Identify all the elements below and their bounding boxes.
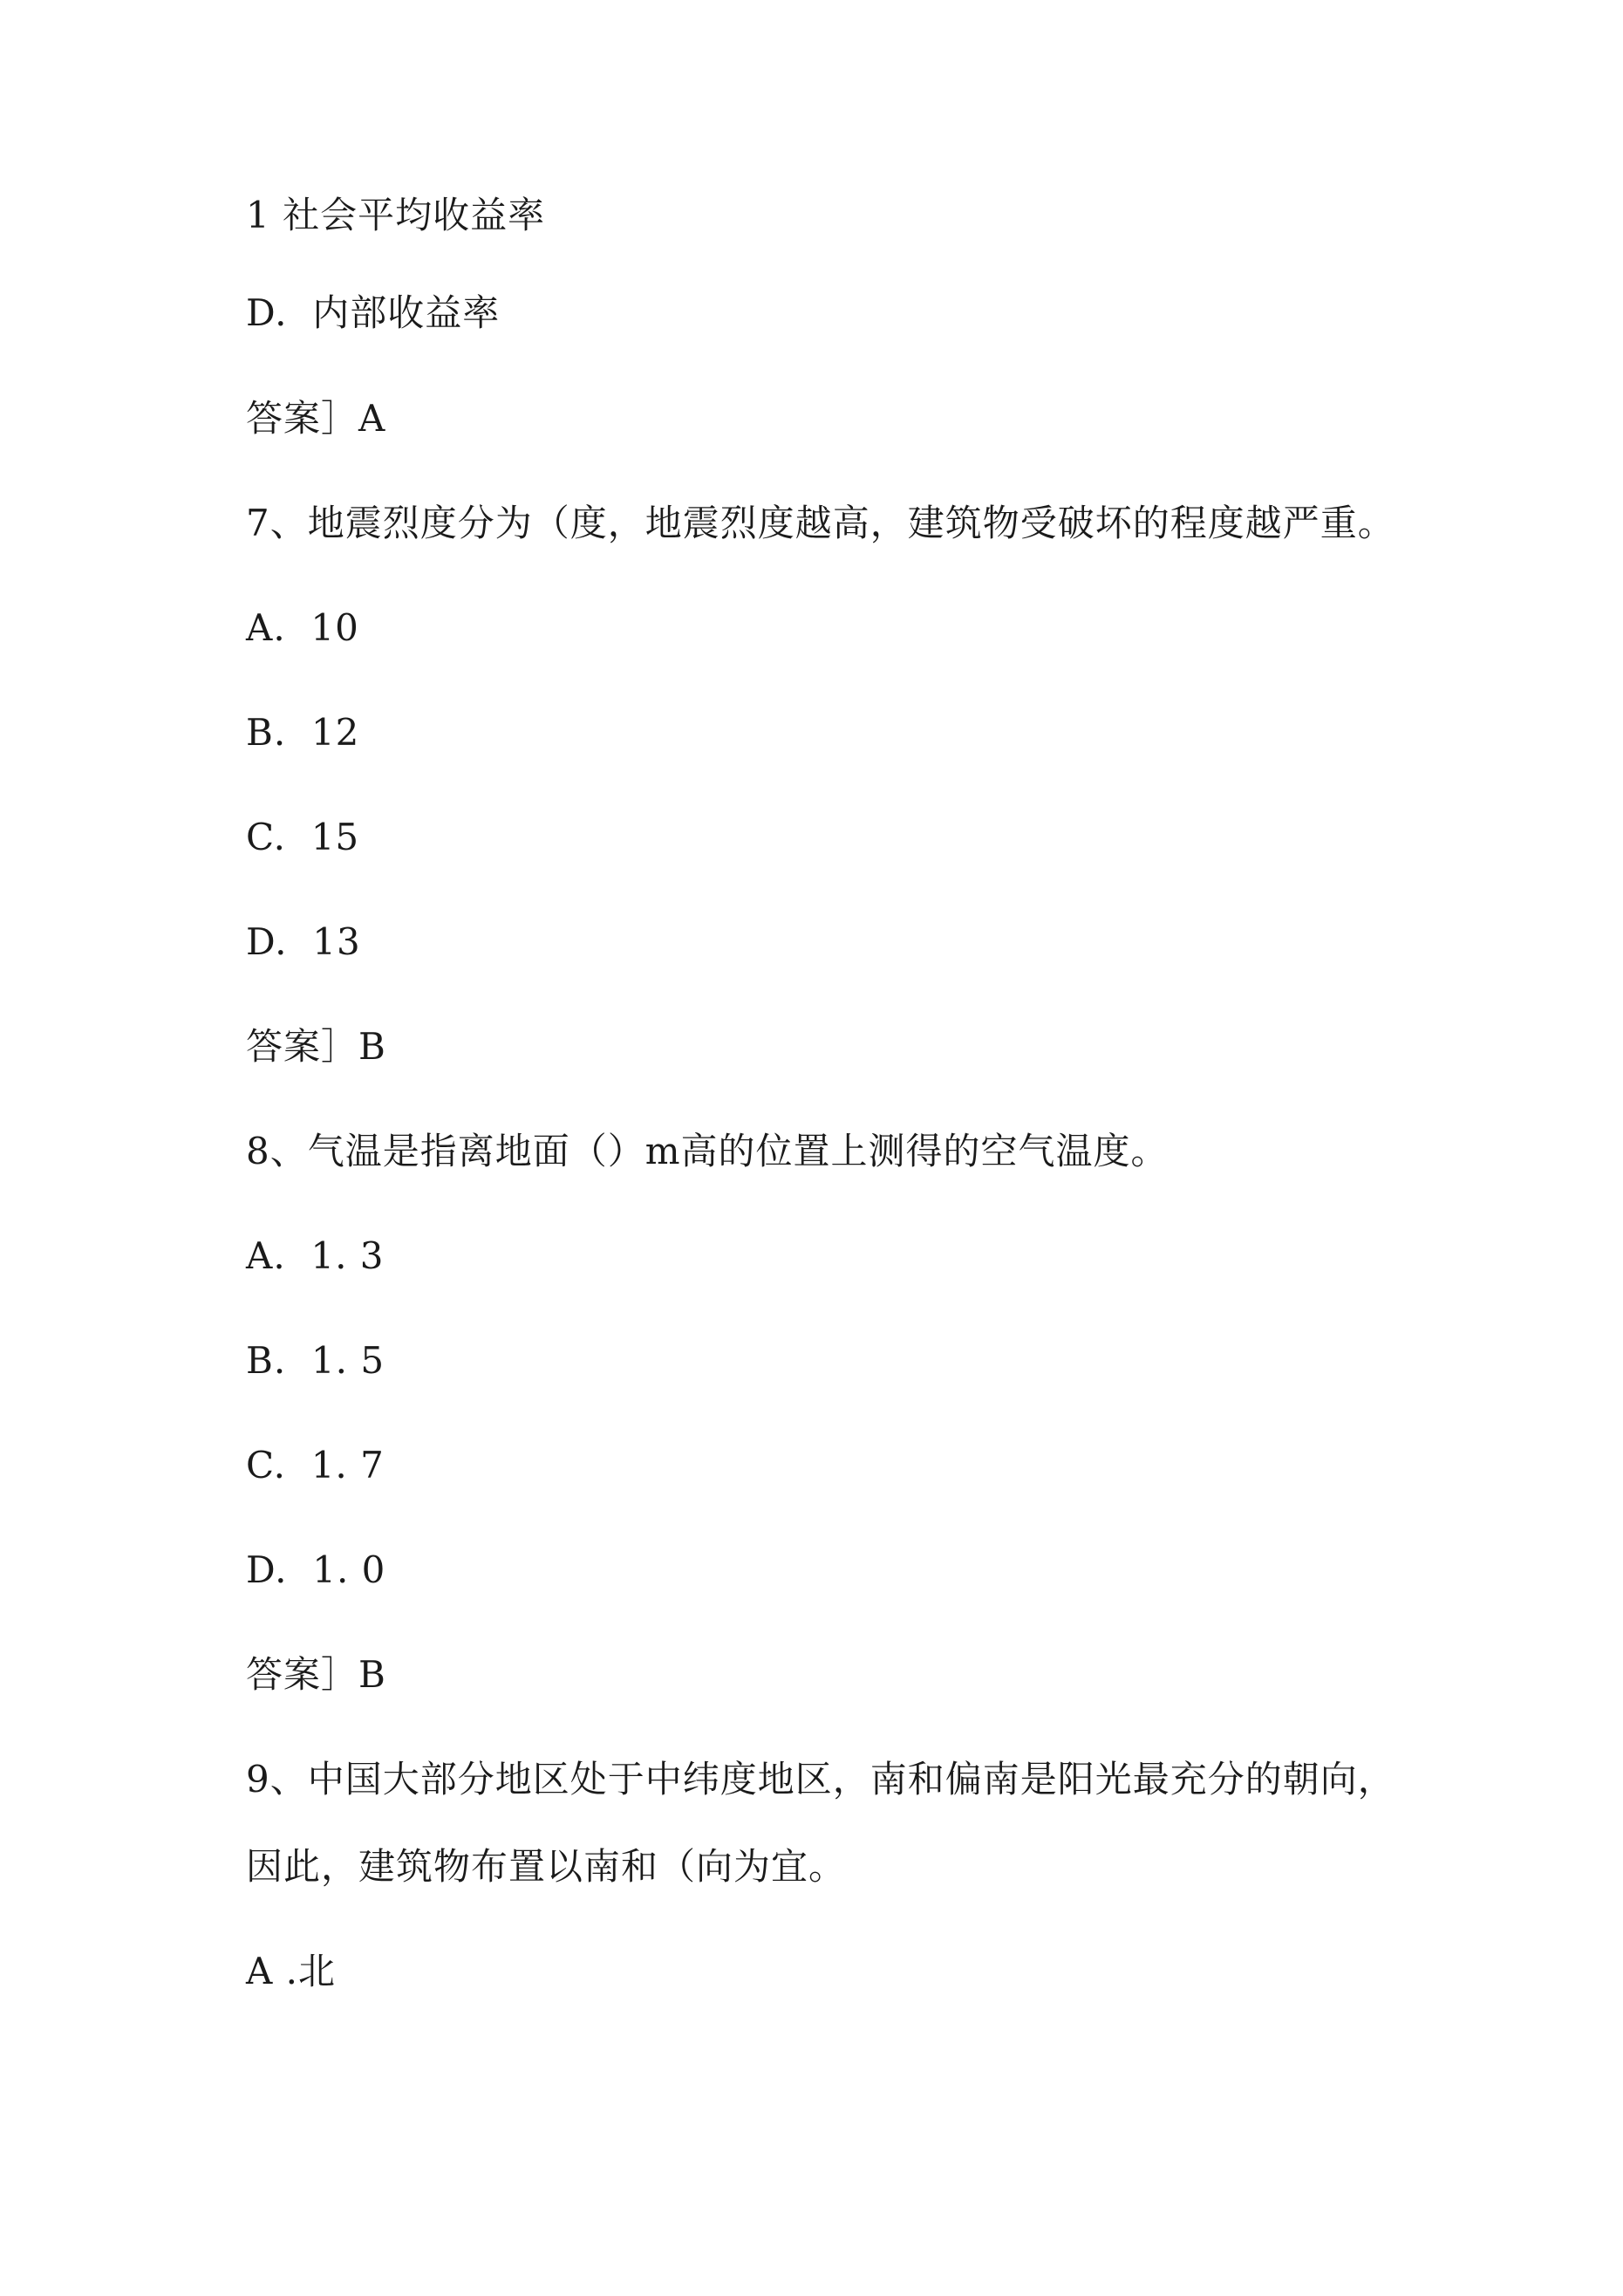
answer-line: 答案］B: [246, 1025, 386, 1068]
option-line: B. 1. 5: [246, 1339, 385, 1382]
option-line: D. 内部收益率: [246, 291, 501, 334]
question-line: 7、地震烈度分为（度，地震烈度越高，建筑物受破坏的程度越严重。: [246, 502, 1395, 544]
option-line: A. 10: [246, 606, 359, 649]
question-line-continuation: 因此，建筑物布置以南和（向为宜。: [246, 1845, 847, 1888]
option-line: D. 13: [246, 920, 361, 963]
question-line: 8、气温是指离地面（）m高的位置上测得的空气温度。: [246, 1130, 1169, 1172]
option-line: 1 社会平均收益率: [246, 194, 546, 236]
option-line: C. 1. 7: [246, 1444, 385, 1486]
option-line: A .北: [246, 1950, 337, 1992]
answer-line: 答案］B: [246, 1653, 386, 1696]
option-line: B. 12: [246, 711, 360, 754]
option-line: A. 1. 3: [246, 1234, 385, 1277]
question-line: 9、中国大部分地区处于中纬度地区，南和偏南是阳光最充分的朝向，: [246, 1758, 1395, 1801]
option-line: D. 1. 0: [246, 1548, 386, 1591]
option-line: C. 15: [246, 816, 360, 858]
answer-line: 答案］A: [246, 397, 386, 440]
